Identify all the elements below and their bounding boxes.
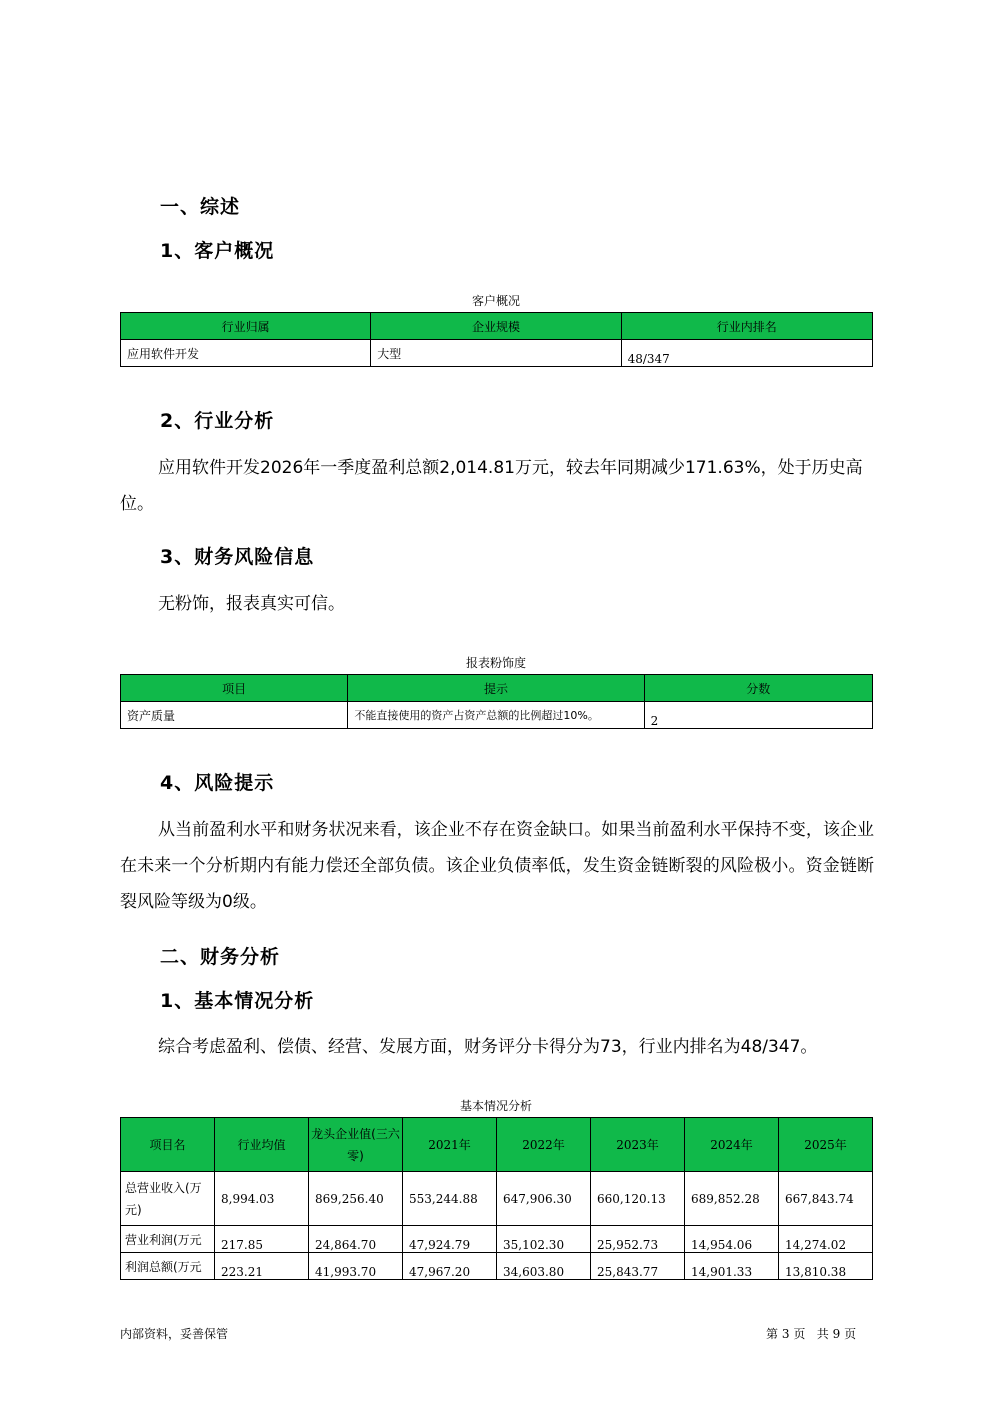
- table-header: 行业归属: [121, 313, 371, 340]
- table-header: 2025年: [779, 1118, 873, 1172]
- table-cell: 223.21: [215, 1253, 309, 1280]
- table-cell: 35,102.30: [497, 1226, 591, 1253]
- table-header: 2022年: [497, 1118, 591, 1172]
- section-title-overview: 一、综述: [160, 196, 241, 218]
- table-header: 2023年: [591, 1118, 685, 1172]
- table-header: 龙头企业值(三六零): [309, 1118, 403, 1172]
- table-cell: 24,864.70: [309, 1226, 403, 1253]
- total-label: 共: [816, 1327, 829, 1341]
- page-label: 第: [766, 1327, 779, 1341]
- table-cell: 应用软件开发: [121, 340, 371, 367]
- table-cell: 34,603.80: [497, 1253, 591, 1280]
- table-header: 项目: [121, 675, 348, 702]
- table-cell: 217.85: [215, 1226, 309, 1253]
- table-header: 行业内排名: [621, 313, 872, 340]
- total-num: 9: [832, 1327, 841, 1341]
- table-caption-whitewash: 报表粉饰度: [465, 656, 526, 670]
- table-cell: 资产质量: [121, 702, 348, 729]
- basic-analysis-table: [120, 1117, 873, 1280]
- table-header: 企业规模: [371, 313, 621, 340]
- table-cell: 647,906.30: [497, 1172, 591, 1226]
- page-num: 3: [781, 1327, 790, 1341]
- table-header: 提示: [348, 675, 644, 702]
- table-cell: 25,843.77: [591, 1253, 685, 1280]
- table-cell: 大型: [371, 340, 621, 367]
- table-cell: 14,274.02: [779, 1226, 873, 1253]
- table-cell: 13,810.38: [779, 1253, 873, 1280]
- footer-page-number: [766, 1325, 856, 1342]
- table-cell: 48/347: [621, 340, 872, 367]
- table-row: [121, 1172, 873, 1226]
- table-header: 行业均值: [215, 1118, 309, 1172]
- table-cell: 2: [644, 702, 872, 729]
- table-cell: 14,901.33: [685, 1253, 779, 1280]
- section-title-financial: 二、财务分析: [160, 946, 281, 968]
- whitewash-table: [120, 674, 873, 729]
- subsection-title-risk-info: 3、财务风险信息: [160, 546, 315, 568]
- table-cell: 47,924.79: [403, 1226, 497, 1253]
- table-header: 2024年: [685, 1118, 779, 1172]
- table-caption-basic: 基本情况分析: [459, 1099, 532, 1113]
- table-cell: 8,994.03: [215, 1172, 309, 1226]
- industry-paragraph: 应用软件开发2026年一季度盈利总额2,014.81万元，较去年同期减少171.63%，处于历史高位。: [120, 458, 863, 514]
- subsection-title-customer: 1、客户概况: [160, 240, 275, 262]
- risk-warning-paragraph: 从当前盈利水平和财务状况来看，该企业不存在资金缺口。如果当前盈利水平保持不变，该企业在未来一个分析期内有能力偿还全部负债。该企业负债率低，发生资金链断裂的风险极小。资金链断裂风险等级为0级。: [120, 820, 874, 912]
- table-cell: 14,954.06: [685, 1226, 779, 1253]
- table-cell: 660,120.13: [591, 1172, 685, 1226]
- table-cell: 47,967.20: [403, 1253, 497, 1280]
- footer-confidential: 内部资料，妥善保管: [120, 1327, 229, 1341]
- table-cell: 667,843.74: [779, 1172, 873, 1226]
- risk-info-paragraph: 无粉饰，报表真实可信。: [158, 594, 345, 614]
- subsection-title-industry: 2、行业分析: [160, 410, 275, 432]
- subsection-title-risk-warning: 4、风险提示: [160, 772, 275, 794]
- table-cell: 25,952.73: [591, 1226, 685, 1253]
- table-caption-customer: 客户概况: [471, 294, 520, 308]
- table-cell: 689,852.28: [685, 1172, 779, 1226]
- table-cell: 不能直接使用的资产占资产总额的比例超过10%。: [348, 702, 644, 729]
- table-header: 分数: [644, 675, 872, 702]
- table-cell: 553,244.88: [403, 1172, 497, 1226]
- table-header: 2021年: [403, 1118, 497, 1172]
- table-header: 项目名: [121, 1118, 215, 1172]
- table-row: [121, 1226, 873, 1253]
- table-row: [121, 1253, 873, 1280]
- total-unit: 页: [844, 1327, 857, 1341]
- page-unit: 页: [793, 1327, 806, 1341]
- subsection-title-basic: 1、基本情况分析: [160, 990, 315, 1012]
- table-cell: 总营业收入(万元): [121, 1172, 215, 1226]
- table-cell: 869,256.40: [309, 1172, 403, 1226]
- table-cell: 营业利润(万元: [121, 1226, 215, 1253]
- customer-table: [120, 312, 873, 367]
- table-cell: 41,993.70: [309, 1253, 403, 1280]
- table-cell: 利润总额(万元: [121, 1253, 215, 1280]
- basic-paragraph: 综合考虑盈利、偿债、经营、发展方面，财务评分卡得分为73，行业内排名为48/347。: [158, 1037, 818, 1057]
